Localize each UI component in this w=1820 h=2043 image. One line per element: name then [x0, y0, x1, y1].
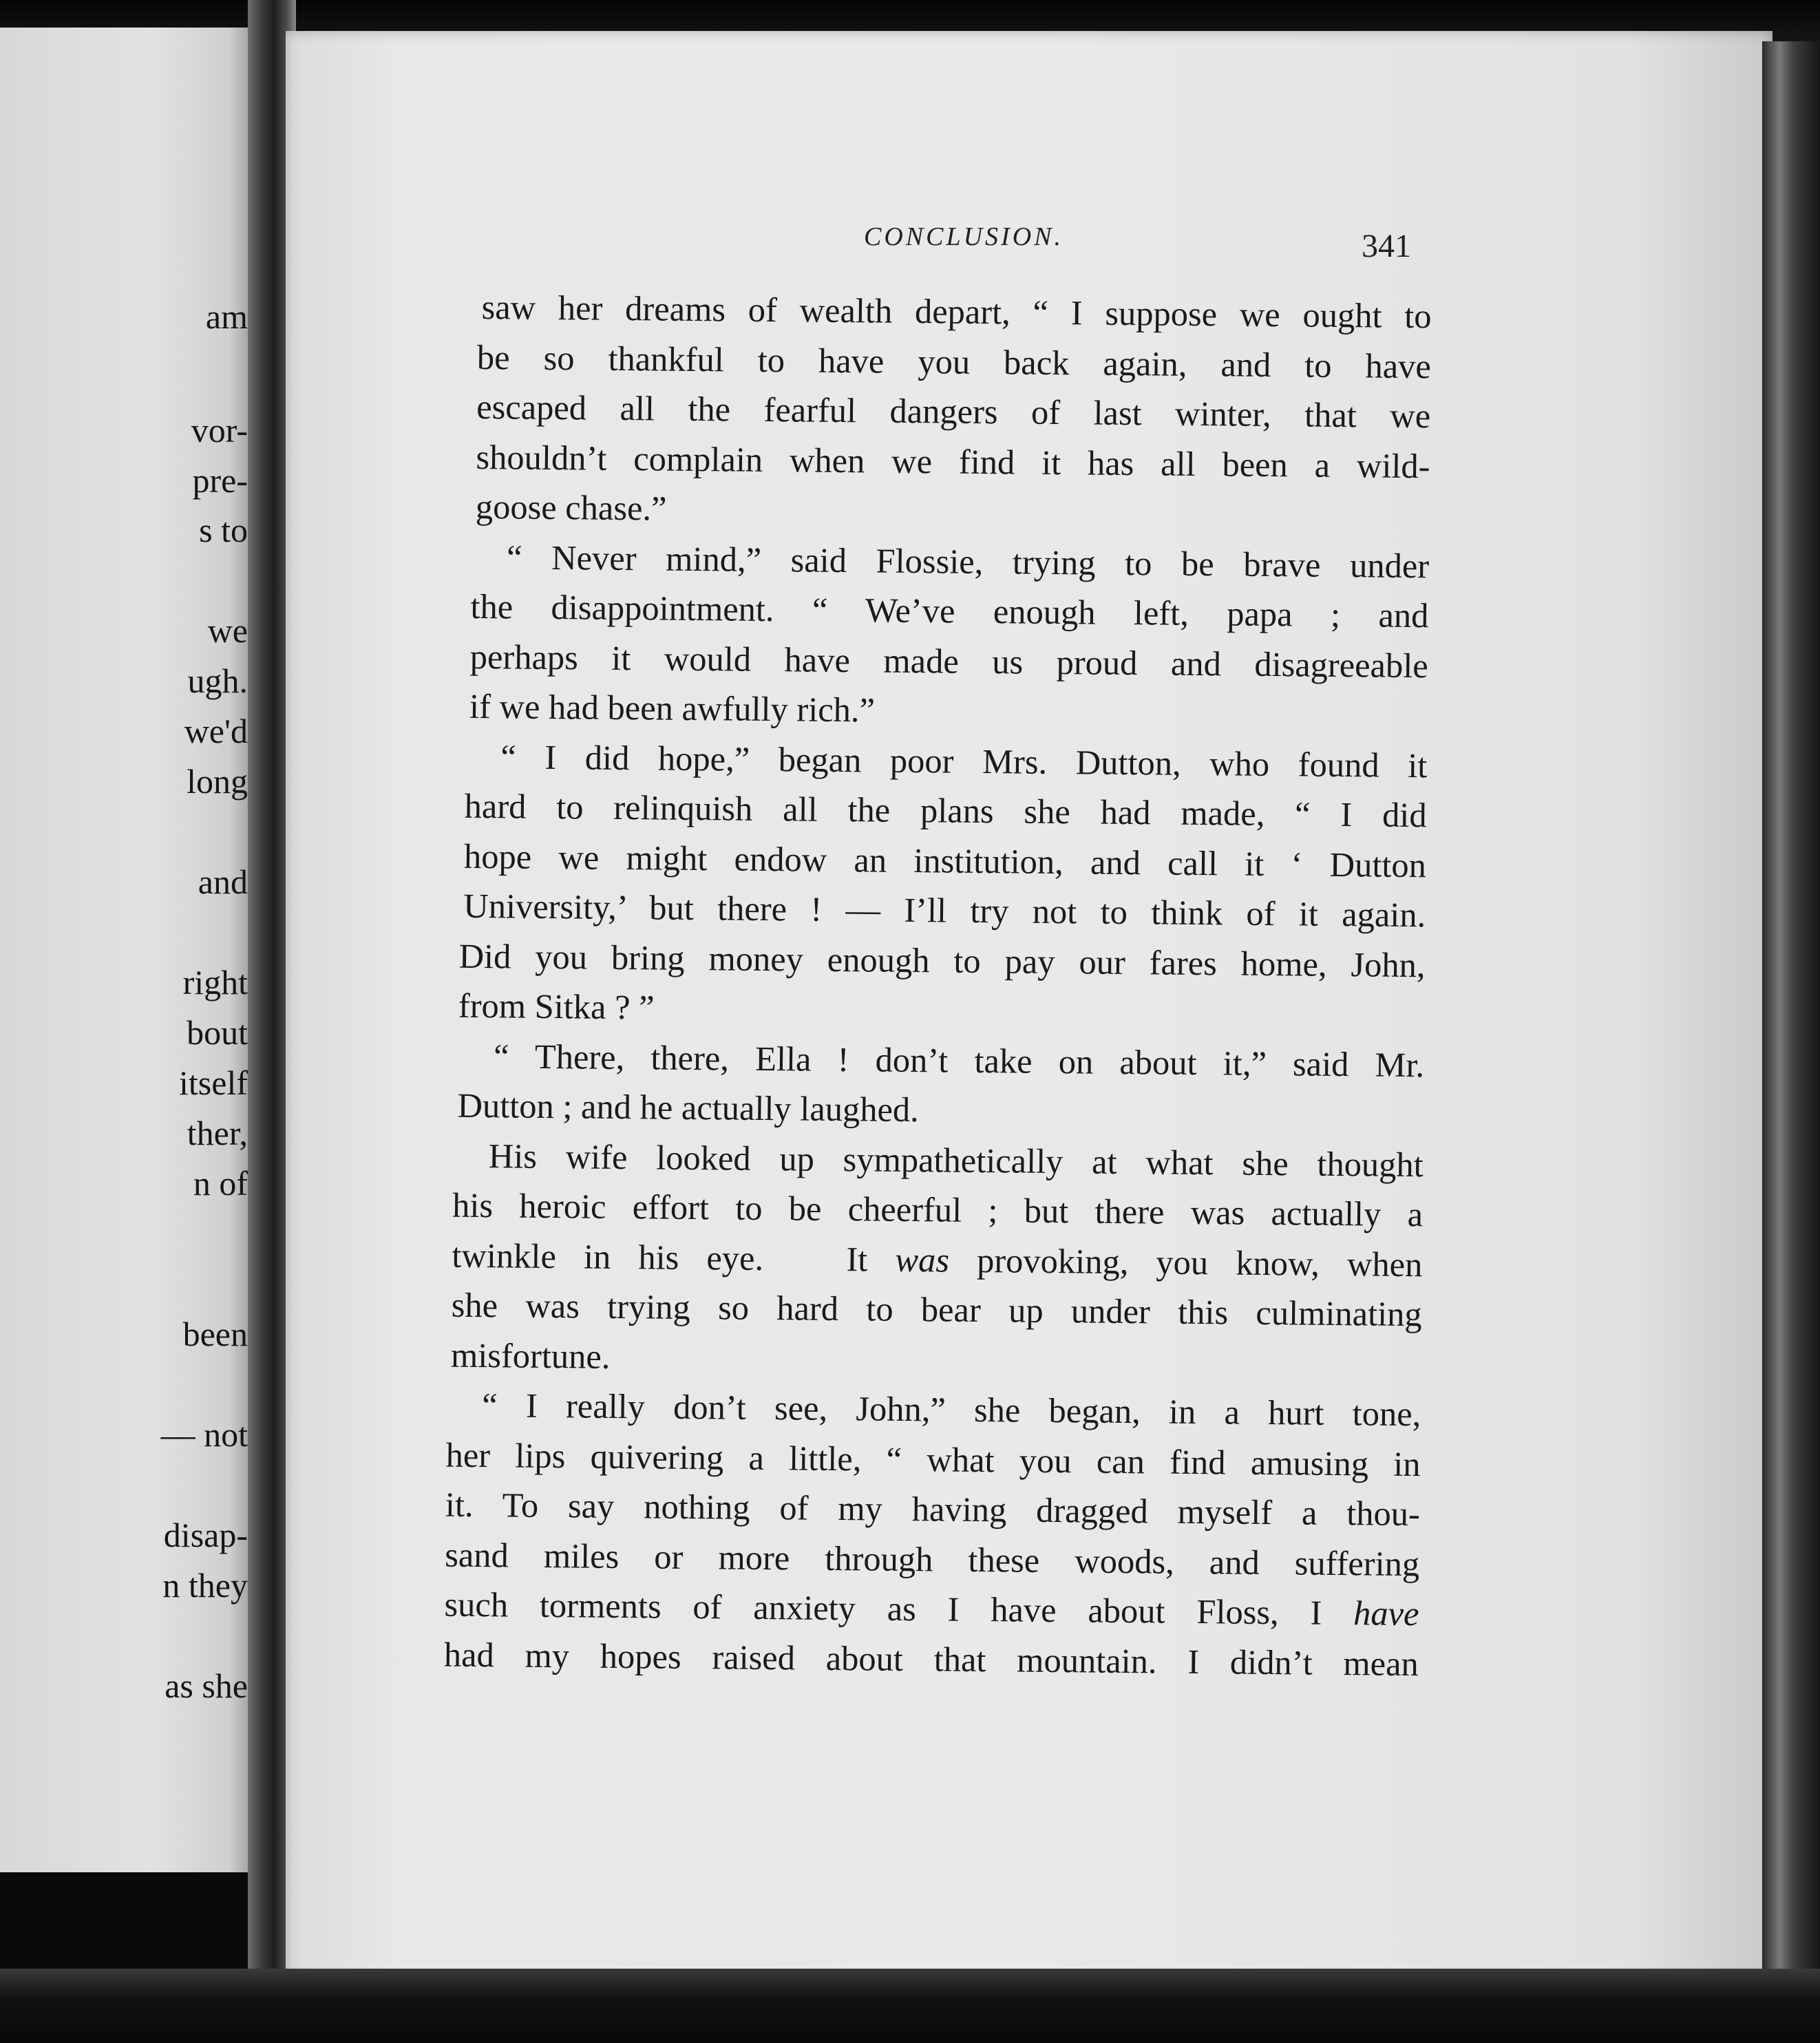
text-line: His wife looked up sympathetically at what she thought — [488, 1136, 1424, 1184]
left-page-fragment: disap- — [163, 1516, 248, 1554]
left-page-fragment: bout — [187, 1013, 248, 1052]
text-line: hope we might endow an institution, and call it ‘ Dutton — [463, 836, 1427, 885]
text-line: goose chase.” — [475, 487, 667, 528]
text-segment: twinkle in his eye. — [452, 1236, 764, 1278]
text-line: it. To say nothing of my having dragged myself a thou- — [445, 1485, 1421, 1534]
text-line-mixed — [452, 1230, 1423, 1289]
text-line: “ There, there, Ella ! don’t take on about it,” said Mr. — [493, 1036, 1425, 1084]
left-page-fragment: itself — [179, 1063, 248, 1102]
left-page-fragment: — not — [160, 1415, 248, 1454]
text-line: escaped all the fearful dangers of last winter, that we — [476, 387, 1431, 436]
text-line: her lips quivering a little, “ what you can find amusing in — [445, 1435, 1421, 1483]
left-page-fragment: we — [207, 611, 248, 650]
text-line: “ Never mind,” said Flossie, trying to be brave under — [506, 537, 1430, 585]
left-page-fragment: we'd — [184, 712, 248, 750]
page-number: 341 — [1362, 228, 1411, 264]
text-line: University,’ but there ! — I’ll try not to think of it again. — [463, 886, 1426, 935]
text-line-mixed — [444, 1580, 1419, 1639]
left-page-fragment: n of — [193, 1164, 248, 1203]
text-line: perhaps it would have made us proud and disagreeable — [469, 637, 1428, 685]
page-edge-right — [1762, 41, 1820, 2003]
text-line: sand miles or more through these woods, and suffering — [444, 1535, 1420, 1583]
left-page-fragment: right — [182, 963, 248, 1002]
text-segment: such torments of anxiety as I have about Floss, I — [444, 1585, 1354, 1633]
text-line: she was trying so hard to bear up under this culminating — [451, 1285, 1422, 1334]
left-page-fragment: s to — [199, 511, 248, 549]
left-page-fragment: ugh. — [187, 661, 248, 700]
text-line: his heroic effort to be cheerful ; but there was actually a — [452, 1185, 1424, 1234]
text-line: misfortune. — [450, 1335, 611, 1376]
left-page-fragment: ther, — [187, 1114, 248, 1152]
text-line: if we had been awfully rich.” — [469, 686, 876, 730]
bottom-book-edge — [0, 1969, 1820, 2043]
text-segment: provoking, you know, when — [949, 1240, 1423, 1284]
text-line: be so thankful to have you back again, and to have — [476, 337, 1432, 385]
italic-emphasis: have — [1353, 1594, 1419, 1633]
left-page-fragment: pre- — [192, 461, 248, 500]
left-page-fragment: long — [187, 762, 248, 801]
text-line: “ I did hope,” began poor Mrs. Dutton, who found it — [500, 737, 1428, 785]
text-line: saw her dreams of wealth depart, “ I suppose we ought to — [481, 287, 1432, 336]
text-line: Did you bring money enough to pay our fares home, John, — [458, 936, 1426, 984]
text-line: had my hopes raised about that mountain. I didn’t mean — [443, 1635, 1419, 1683]
left-page-fragment: am — [205, 297, 248, 336]
left-page-fragment: vor- — [191, 411, 248, 449]
text-line: hard to relinquish all the plans she had made, “ I did — [464, 786, 1427, 835]
left-page-fragment: been — [182, 1315, 248, 1353]
body-text — [443, 282, 1432, 1689]
italic-emphasis: was — [895, 1240, 950, 1280]
left-page-fragment: as she — [165, 1666, 248, 1705]
text-line: the disappointment. “ We’ve enough left, papa ; and — [470, 586, 1429, 635]
text-segment: It — [846, 1239, 896, 1279]
text-line: Dutton ; and he actually laughed. — [457, 1086, 920, 1130]
text-line: “ I really don’t see, John,” she began, in a hurt tone, — [482, 1386, 1421, 1434]
text-line: from Sitka ? ” — [458, 986, 655, 1027]
facing-page-left — [0, 28, 255, 1872]
left-page-fragment: n they — [162, 1566, 248, 1605]
left-page-fragment: and — [198, 862, 248, 901]
running-head: CONCLUSION. — [864, 222, 1064, 251]
text-line: shouldn’t complain when we find it has all been a wild- — [476, 437, 1430, 485]
